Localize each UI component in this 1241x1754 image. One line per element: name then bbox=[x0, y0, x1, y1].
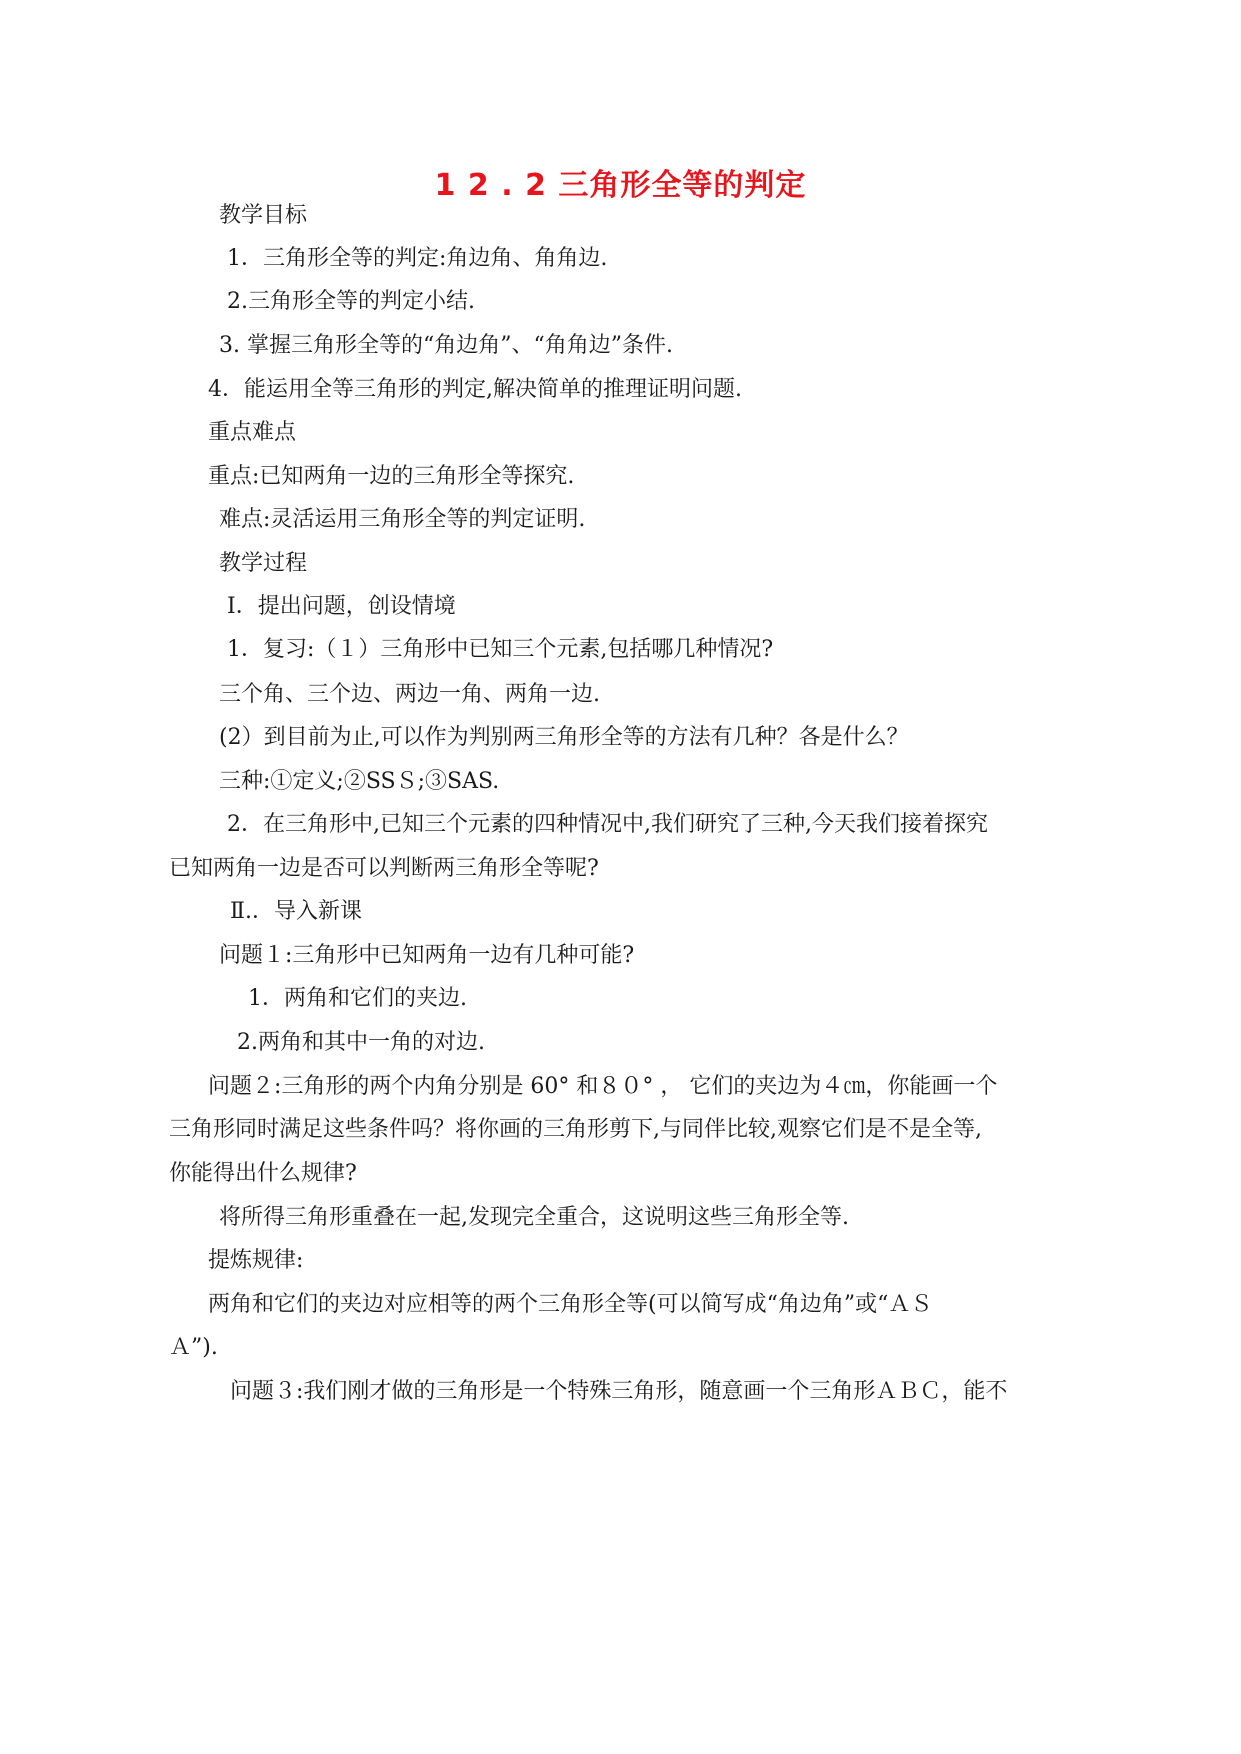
paragraph: 你能得出什么规律? bbox=[169, 1161, 357, 1186]
objective-item-1: 1．三角形全等的判定:角边角、角角边. bbox=[227, 246, 608, 271]
objective-item-3: 3. 掌握三角形全等的“角边角”、“角角边”条件. bbox=[219, 333, 673, 358]
section-heading-key-points: 重点难点 bbox=[208, 420, 297, 445]
paragraph: 三种:①定义;②SSＳ;③SAS. bbox=[219, 769, 500, 794]
subsection-heading-1: Ⅰ．提出问题，创设情境 bbox=[227, 594, 456, 619]
objective-item-2: 2.三角形全等的判定小结. bbox=[227, 289, 475, 314]
paragraph: Ａ”). bbox=[169, 1335, 218, 1360]
question-2: 问题２:三角形的两个内角分别是 60° 和８０° ， 它们的夹边为４㎝，你能画一个 bbox=[208, 1074, 998, 1099]
question-3: 问题３:我们刚才做的三角形是一个特殊三角形，随意画一个三角形ＡＢＣ，能不 bbox=[230, 1379, 1008, 1404]
paragraph: 三个角、三个边、两边一角、两角一边. bbox=[219, 682, 600, 707]
difficult-point: 难点:灵活运用三角形全等的判定证明. bbox=[219, 507, 586, 532]
paragraph: 提炼规律: bbox=[208, 1248, 304, 1273]
section-heading-process: 教学过程 bbox=[219, 551, 308, 576]
subsection-heading-2: Ⅱ.．导入新课 bbox=[230, 899, 362, 924]
paragraph: 两角和它们的夹边对应相等的两个三角形全等(可以简写成“角边角”或“ＡＳ bbox=[208, 1292, 933, 1317]
paragraph: 三角形同时满足这些条件吗？将你画的三角形剪下,与同伴比较,观察它们是不是全等, bbox=[169, 1117, 982, 1142]
paragraph: 1．复习:（１）三角形中已知三个元素,包括哪几种情况? bbox=[227, 637, 774, 662]
page-title: 1 2 . 2 三角形全等的判定 bbox=[434, 168, 807, 203]
list-item: 2.两角和其中一角的对边. bbox=[237, 1030, 485, 1055]
objective-item-4: 4．能运用全等三角形的判定,解决简单的推理证明问题. bbox=[208, 377, 742, 402]
key-point: 重点:已知两角一边的三角形全等探究. bbox=[208, 464, 575, 489]
question-1: 问题１:三角形中已知两角一边有几种可能? bbox=[219, 943, 635, 968]
paragraph: 将所得三角形重叠在一起,发现完全重合，这说明这些三角形全等. bbox=[219, 1205, 849, 1230]
list-item: 1．两角和它们的夹边. bbox=[248, 986, 467, 1011]
paragraph: (2）到目前为止,可以作为判别两三角形全等的方法有几种？各是什么？ bbox=[219, 725, 909, 750]
paragraph: 已知两角一边是否可以判断两三角形全等呢? bbox=[169, 856, 599, 881]
paragraph: 2．在三角形中,已知三个元素的四种情况中,我们研究了三种,今天我们接着探究 bbox=[227, 812, 988, 837]
section-heading-objectives: 教学目标 bbox=[219, 203, 308, 228]
